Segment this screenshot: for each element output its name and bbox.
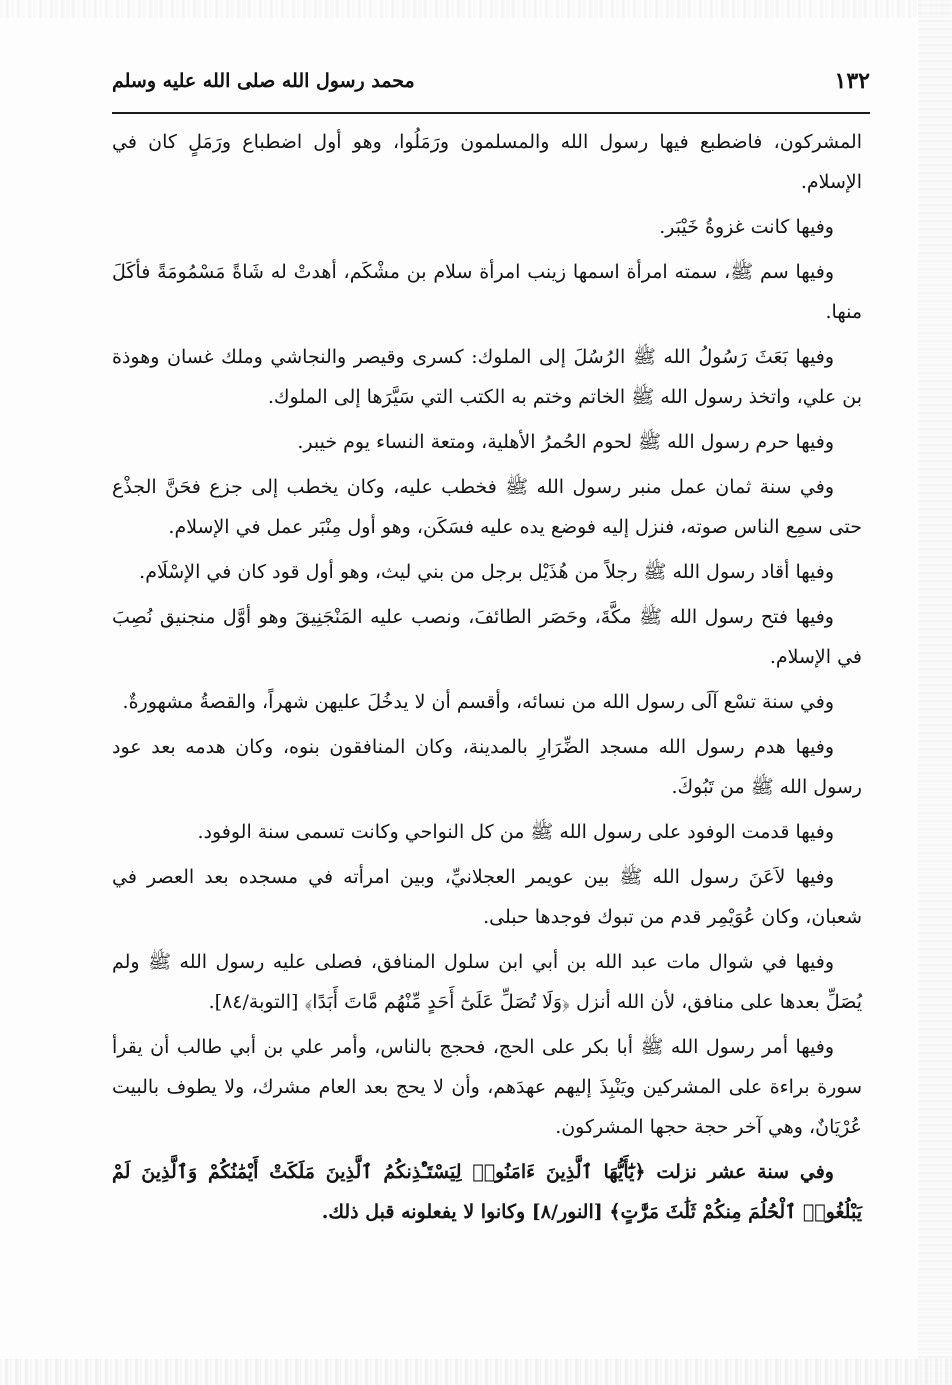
paragraph: وفيها لاَعَنَ رسول الله ﷺ بين عويمر العجلانيِّ، وبين امرأته في مسجده بعد العصر في شعبان، وكان عُوَيْمِر قدم من تبوك فوجدها حبلى. xyxy=(112,866,862,928)
scan-edge-right xyxy=(918,0,952,1385)
paragraph: وفي سنة عشر نزلت ﴿يَٰٓأَيُّهَا ٱلَّذِينَ ءَامَنُوا۟ لِيَسْتَـْٔذِنكُمُ ٱلَّذِينَ مَلَكَتْ أَيْمَٰنُكُمْ وَٱلَّذِينَ لَمْ يَبْلُغُوا۟ ٱلْحُلُمَ مِنكُمْ ثَلَٰثَ مَرَّٰتٍ﴾ [النور/٨] وكانوا لا يفعلونه قبل ذلك. xyxy=(112,1161,862,1223)
page-body xyxy=(112,122,862,1237)
paragraph: وفيها فتح رسول الله ﷺ مكَّةَ، وحَصَر الطائفَ، ونصب عليه المَنْجَنِيقَ وهو أوَّل منجنيق نُصِبَ في الإسلام. xyxy=(112,606,862,668)
paragraph: المشركون، فاضطبع فيها رسول الله والمسلمون ورَمَلُوا، وهو أول اضطباع ورَمَلٍ كان في الإسلام. xyxy=(112,131,862,193)
paragraph: وفيها كانت غزوةُ خَيْبَر. xyxy=(659,216,834,238)
paragraph: وفيها سم ﷺ، سمته امرأة اسمها زينب امرأة سلام بن مشْكَم، أهدتْ له شَاةً مَسْمُومَةً فأكَلَ منها. xyxy=(112,261,862,323)
page-number: ١٣٢ xyxy=(834,68,870,94)
paragraph: وفيها أمر رسول الله ﷺ أبا بكر على الحج، فحجج بالناس، وأمر علي بن أبي طالب أن يقرأ سورة براءة على المشركين ويَنْبِذَ إليهم عهدَهم، وأن لا يحج بعد العام مشرك، ولا يطوف بالبيت عُرْيَانٌ، وهي آخر حجة حجها المشركون. xyxy=(112,1036,862,1138)
paragraph: وفيها أقاد رسول الله ﷺ رجلاً من هُذَيْل برجل من بني ليث، وهو أول قود كان في الإسْلَام. xyxy=(139,561,834,583)
scan-edge-bottom xyxy=(0,1359,952,1385)
paragraph: وفيها هدم رسول الله مسجد الضِّرَارِ بالمدينة، وكان المنافقون بنوه، وكان هدمه بعد عود رسول الله ﷺ من تَبُوكَ. xyxy=(112,736,862,798)
paragraph: وفيها بَعَثَ رَسُولُ الله ﷺ الرُسُلَ إلى الملوك: كسرى وقيصر والنجاشي وملك غسان وهوذة بن علي، واتخذ رسول الله ﷺ الخاتم وختم به الكتب التي سَيَّرَها إلى الملوك. xyxy=(112,346,862,408)
header-divider xyxy=(112,112,870,114)
paragraph: وفيها حرم رسول الله ﷺ لحوم الحُمرُ الأهلية، ومتعة النساء يوم خيبر. xyxy=(297,431,834,453)
paragraph: وفي سنة تسْع آلَى رسول الله من نسائه، وأقسم أن لا يدخُلَ عليهن شهراً، والقصةُ مشهورةٌ. xyxy=(122,691,834,713)
paragraph: وفيها في شوال مات عبد الله بن أبي ابن سلول المنافق، فصلى عليه رسول الله ﷺ ولم يُصَلِّ بعدها على منافق، لأن الله أنزل ﴿وَلَا تُصَلِّ عَلَىٰٓ أَحَدٍ مِّنْهُم مَّاتَ أَبَدًا﴾ [التوبة/٨٤]. xyxy=(112,951,862,1013)
running-title: محمد رسول الله صلى الله عليه وسلم xyxy=(112,70,415,92)
page-header xyxy=(112,62,870,110)
paragraph: وفي سنة ثمان عمل منبر رسول الله ﷺ فخطب عليه، وكان يخطب إلى جزع فحَنَّ الجذْع حتى سمِع الناس صوته، فنزل إليه فوضع يده عليه فسَكَن، وهو أول مِنْبَر عمل في الإسلام. xyxy=(112,476,862,538)
paragraph: وفيها قدمت الوفود على رسول الله ﷺ من كل النواحي وكانت تسمى سنة الوفود. xyxy=(197,821,834,843)
scan-edge-top xyxy=(0,0,952,18)
